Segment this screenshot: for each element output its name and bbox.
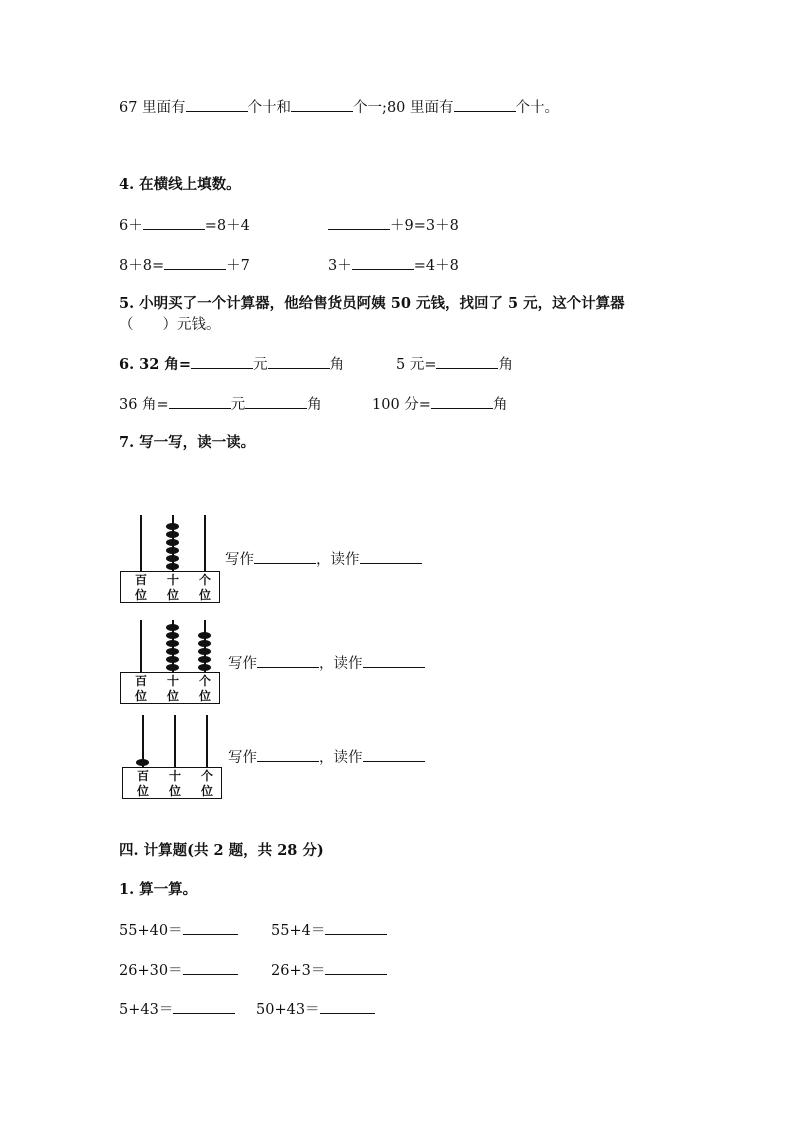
q3-blank-ones[interactable] — [291, 97, 353, 112]
q6-eq4-jiao: 角 — [492, 397, 508, 413]
abacus-bead-ones — [198, 632, 211, 639]
abacus-bead-tens — [166, 547, 179, 554]
q4-eq1-right: =8＋4 — [204, 218, 250, 234]
abacus-2-write-blank[interactable] — [257, 653, 319, 668]
abacus-rod-tens — [174, 715, 176, 767]
q4-eq1-left: 6＋ — [119, 218, 143, 234]
q6-eq1-blank-jiao[interactable] — [268, 354, 330, 369]
q6-eq3-blank-yuan[interactable] — [169, 394, 231, 409]
calc-2-blank[interactable] — [325, 920, 387, 935]
abacus-bead-tens — [166, 664, 179, 671]
abacus-bead-ones — [198, 640, 211, 647]
q4-eq4-right: =4＋8 — [413, 258, 459, 274]
abacus-bead-tens — [166, 523, 179, 530]
q7-title: 7. 写一写，读一读。 — [119, 434, 256, 451]
abacus-bead-tens — [166, 531, 179, 538]
q6-eq4-blank[interactable] — [431, 394, 493, 409]
q3-text-4: 个十。 — [515, 100, 560, 116]
abacus-place-label-tens: 十 位 — [166, 573, 179, 602]
write-label: 写作 — [228, 656, 257, 672]
abacus-place-label-hundreds: 百 位 — [134, 573, 147, 602]
abacus-place-label-ones: 个 位 — [198, 674, 211, 703]
abacus-rod-ones — [204, 515, 206, 571]
abacus-3 — [122, 715, 222, 799]
abacus-bead-ones — [198, 648, 211, 655]
abacus-3-answer — [228, 747, 425, 768]
abacus-bead-tens — [166, 555, 179, 562]
abacus-bead-ones — [198, 656, 211, 663]
q5-line2: （ ）元钱。 — [119, 317, 221, 333]
q4-eq2 — [328, 215, 459, 236]
abacus-rod-ones — [206, 715, 208, 767]
abacus-bead-tens — [166, 624, 179, 631]
q4-eq1 — [119, 215, 250, 236]
calc-6-expr: 50+43＝ — [256, 1002, 320, 1018]
q4-eq3-right: ＋7 — [226, 258, 250, 274]
calc-4 — [271, 960, 387, 981]
q3-blank-tens[interactable] — [186, 97, 248, 112]
q4-eq3-blank[interactable] — [164, 255, 226, 270]
abacus-place-label-ones: 个 位 — [200, 769, 213, 798]
write-label: 写作 — [225, 552, 254, 568]
q6-eq3-yuan: 元 — [230, 397, 246, 413]
calc-5-expr: 5+43＝ — [119, 1002, 174, 1018]
abacus-place-label-hundreds: 百 位 — [136, 769, 149, 798]
q6-eq4 — [372, 394, 507, 415]
separator: ， — [319, 750, 334, 766]
abacus-rod-hundreds — [140, 515, 142, 571]
q4-eq4-blank[interactable] — [352, 255, 414, 270]
abacus-place-label-hundreds: 百 位 — [134, 674, 147, 703]
abacus-1-read-blank[interactable] — [360, 549, 422, 564]
separator: ， — [316, 552, 331, 568]
q6-eq2 — [396, 354, 513, 375]
q6-eq3-blank-jiao[interactable] — [245, 394, 307, 409]
calc-4-expr: 26+3＝ — [271, 963, 326, 979]
abacus-place-label-ones: 个 位 — [198, 573, 211, 602]
q4-eq4-left: 3＋ — [328, 258, 352, 274]
abacus-1 — [120, 515, 220, 603]
q3-text-1: 67 里面有 — [119, 100, 186, 116]
q6-eq2-blank[interactable] — [436, 354, 498, 369]
calc-1 — [119, 920, 238, 941]
write-label: 写作 — [228, 750, 257, 766]
abacus-bead-ones — [198, 664, 211, 671]
q4-eq2-blank[interactable] — [328, 215, 390, 230]
calc-1-blank[interactable] — [183, 920, 238, 935]
read-label: 读作 — [333, 656, 363, 672]
q6-eq1 — [119, 354, 344, 375]
calc-5 — [119, 999, 235, 1020]
section4-q1-title: 1. 算一算。 — [119, 881, 198, 898]
q6-eq1-yuan: 元 — [253, 357, 268, 373]
q6-eq1-blank-yuan[interactable] — [191, 354, 253, 369]
abacus-bead-hundreds — [136, 759, 149, 766]
q6-eq3-left: 36 角= — [119, 397, 169, 413]
q6-eq3-jiao: 角 — [307, 397, 322, 413]
calc-6 — [256, 999, 375, 1020]
q6-eq1-jiao: 角 — [329, 357, 345, 373]
abacus-bead-tens — [166, 640, 179, 647]
calc-3 — [119, 960, 238, 981]
abacus-3-read-blank[interactable] — [363, 747, 425, 762]
read-label: 读作 — [330, 552, 360, 568]
abacus-rod-hundreds — [140, 620, 142, 672]
q6-eq3 — [119, 394, 322, 415]
abacus-bead-tens — [166, 632, 179, 639]
q3-blank-80-tens[interactable] — [454, 97, 516, 112]
q3-text-2: 个十和 — [247, 100, 292, 116]
abacus-1-answer — [225, 549, 422, 570]
abacus-1-write-blank[interactable] — [254, 549, 316, 564]
q6-eq4-left: 100 分= — [372, 397, 431, 413]
abacus-2-answer — [228, 653, 425, 674]
calc-2 — [271, 920, 387, 941]
q4-eq3 — [119, 255, 250, 276]
abacus-bead-tens — [166, 656, 179, 663]
q6-eq2-left: 5 元= — [396, 357, 437, 373]
q4-eq2-right: ＋9=3＋8 — [390, 218, 459, 234]
q6-eq1-left: 6. 32 角= — [119, 356, 192, 373]
abacus-2 — [120, 620, 220, 704]
q3-text-3: 个一;80 里面有 — [353, 100, 454, 116]
calc-5-blank[interactable] — [173, 999, 235, 1014]
abacus-place-label-tens: 十 位 — [166, 674, 179, 703]
calc-1-expr: 55+40＝ — [119, 923, 183, 939]
q4-eq3-left: 8＋8= — [119, 258, 165, 274]
abacus-3-write-blank[interactable] — [257, 747, 319, 762]
q4-eq4 — [328, 255, 459, 276]
read-label: 读作 — [333, 750, 363, 766]
abacus-bead-tens — [166, 563, 179, 570]
q3-fill-line — [119, 97, 559, 118]
q5-line1: 5. 小明买了一个计算器，他给售货员阿姨 50 元钱，找回了 5 元，这个计算器 — [119, 295, 625, 312]
abacus-bead-tens — [166, 539, 179, 546]
q4-eq1-blank[interactable] — [143, 215, 205, 230]
q6-eq2-jiao: 角 — [498, 357, 513, 373]
abacus-bead-tens — [166, 648, 179, 655]
calc-3-blank[interactable] — [183, 960, 238, 975]
calc-2-expr: 55+4＝ — [271, 923, 326, 939]
calc-3-expr: 26+30＝ — [119, 963, 183, 979]
q4-title: 4. 在横线上填数。 — [119, 176, 241, 193]
calc-6-blank[interactable] — [320, 999, 375, 1014]
separator: ， — [319, 656, 334, 672]
calc-4-blank[interactable] — [325, 960, 387, 975]
abacus-2-read-blank[interactable] — [363, 653, 425, 668]
abacus-place-label-tens: 十 位 — [168, 769, 181, 798]
section4-title: 四. 计算题(共 2 题，共 28 分) — [119, 842, 324, 859]
